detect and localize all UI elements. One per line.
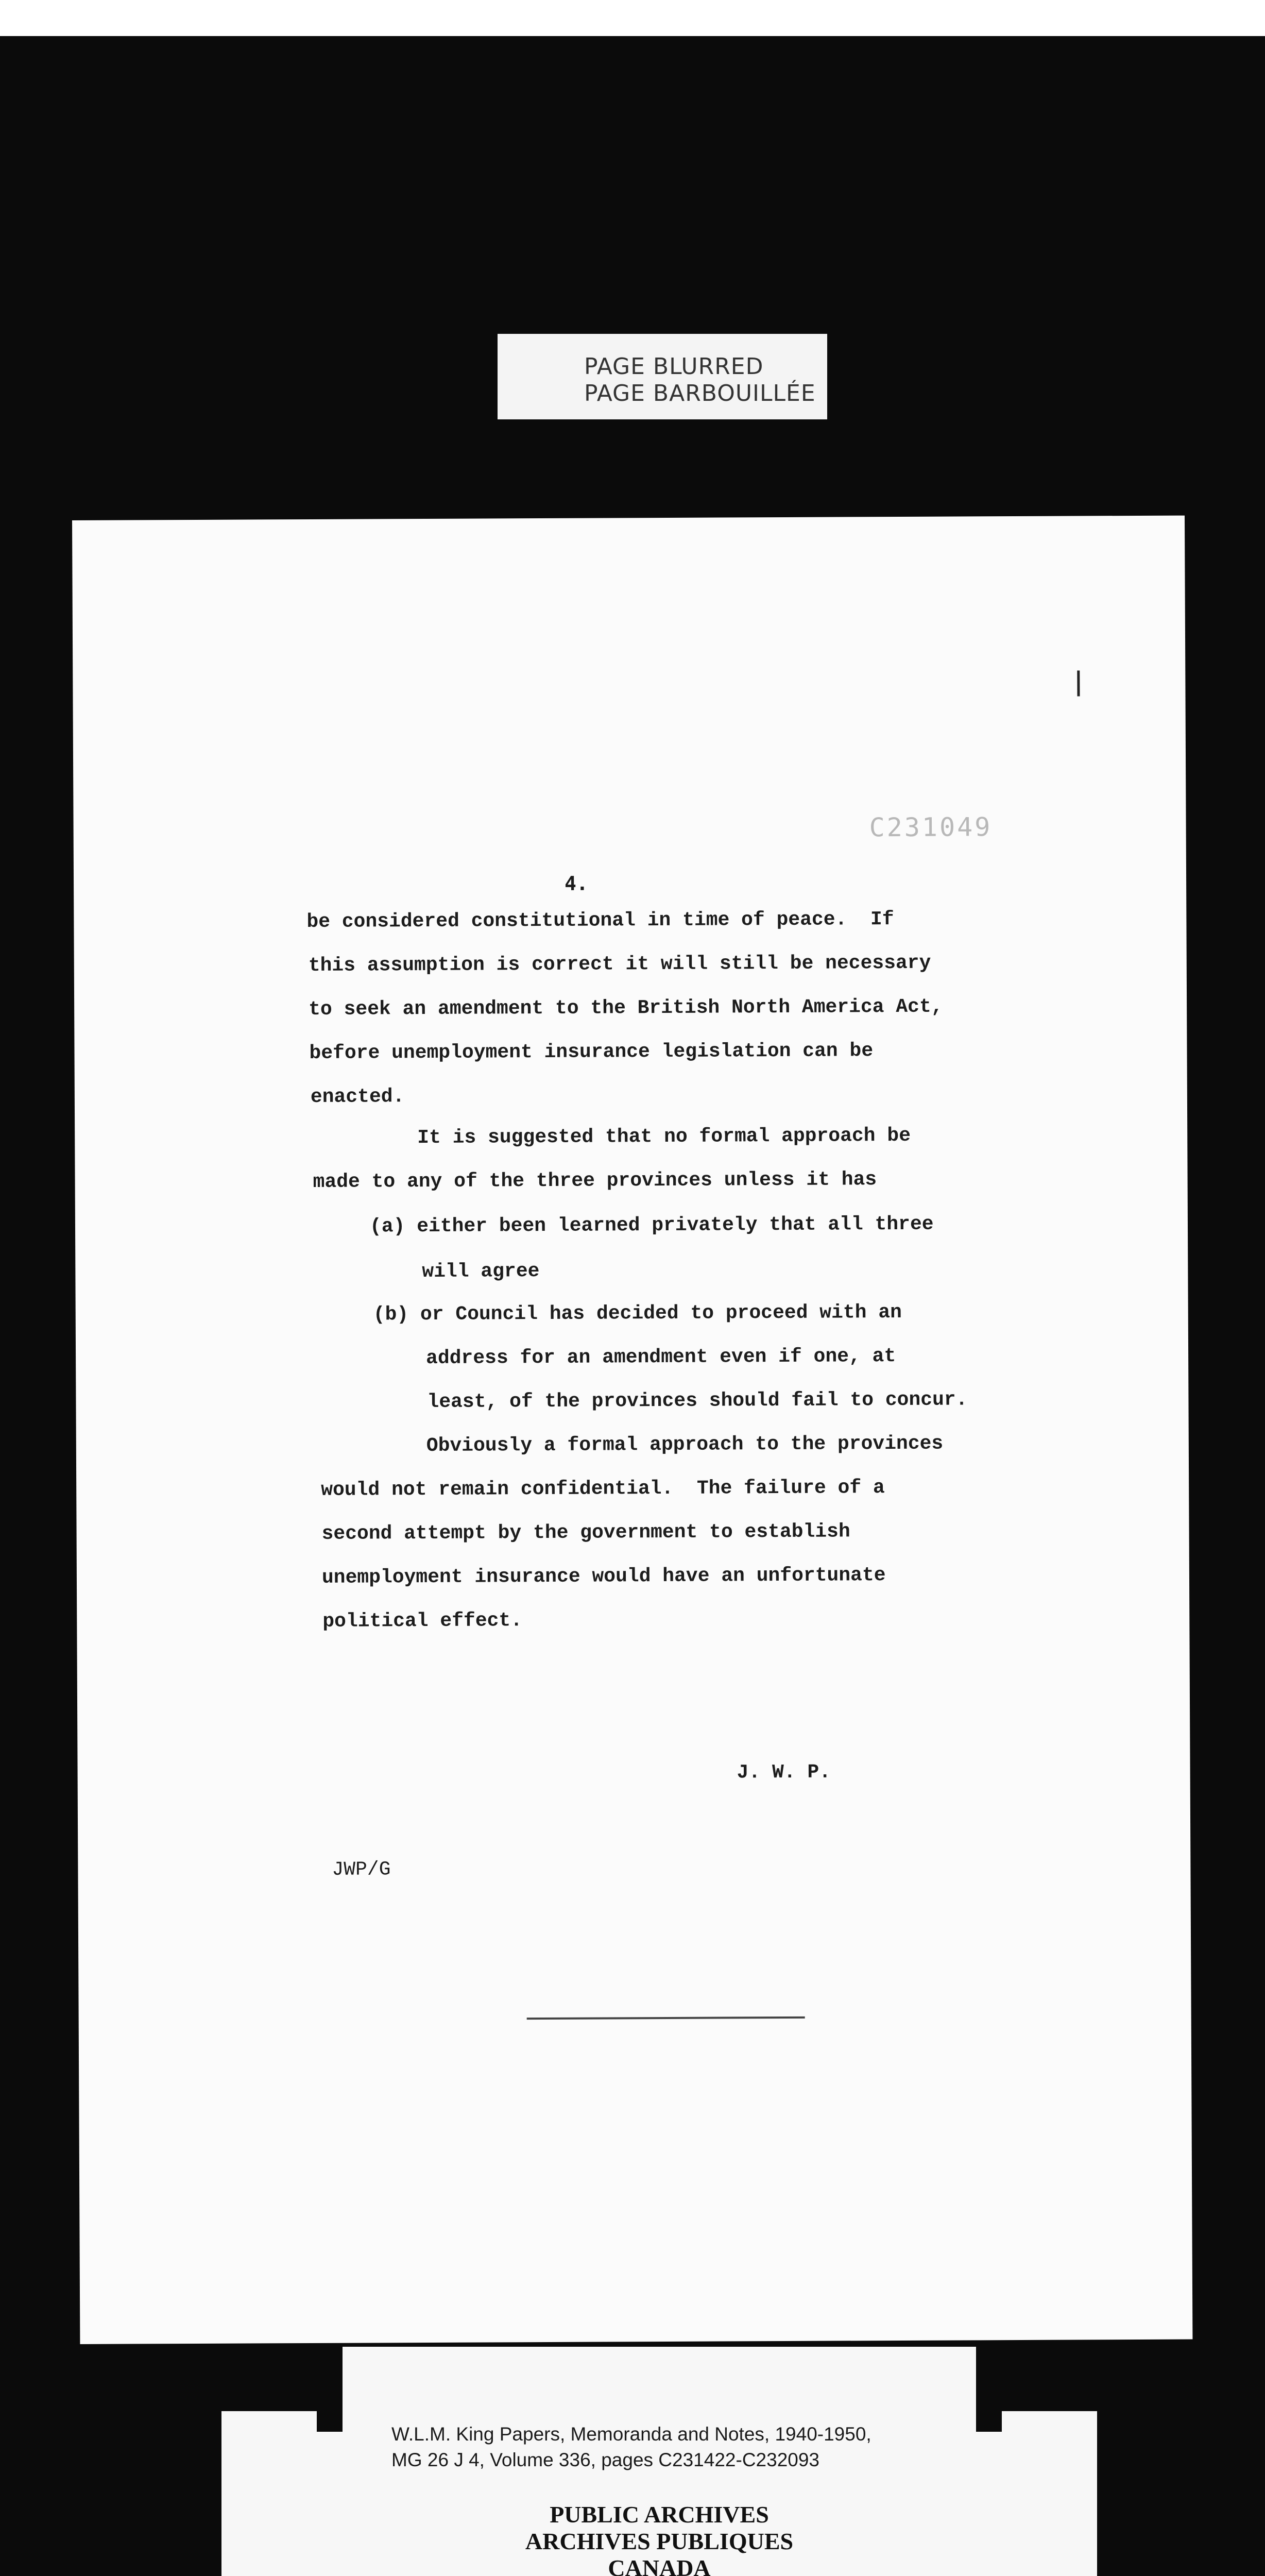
body-line: would not remain confidential. The failure of a	[321, 1477, 885, 1501]
body-line: unemployment insurance would have an unfortunate	[321, 1564, 886, 1589]
citation-line-2: MG 26 J 4, Volume 336, pages C231422-C232093	[391, 2449, 820, 2470]
typist-reference: JWP/G	[332, 1858, 391, 1881]
body-line: Obviously a formal approach to the provinces	[426, 1432, 944, 1458]
archive-name-en: PUBLIC ARCHIVES	[550, 2501, 769, 2528]
archive-country: CANADA	[608, 2555, 711, 2576]
edge-mark	[1077, 670, 1080, 696]
list-item-a: (a) either been learned privately that all three	[369, 1213, 934, 1238]
archive-name-fr: ARCHIVES PUBLIQUES	[525, 2528, 794, 2554]
film-tab-right-inner	[976, 2347, 1002, 2432]
body-line: political effect.	[322, 1609, 523, 1633]
signature-initials: J. W. P.	[737, 1761, 831, 1784]
list-item-b: (b) or Council has decided to proceed with an	[373, 1301, 902, 1326]
body-line: before unemployment insurance legislation can be	[309, 1040, 874, 1065]
film-top-strip	[0, 0, 1265, 36]
body-line: address for an amendment even if one, at	[426, 1345, 896, 1370]
blurred-label-en: PAGE BLURRED	[584, 353, 764, 380]
body-line: to seek an amendment to the British North America Act,	[309, 995, 943, 1021]
body-line: made to any of the three provinces unless it has	[313, 1168, 877, 1193]
archive-citation	[391, 2421, 1010, 2473]
film-tab-right	[1002, 2347, 1097, 2411]
page-blurred-label	[498, 334, 827, 419]
body-line: least, of the provinces should fail to concur.	[427, 1388, 968, 1414]
page-number: 4.	[564, 872, 588, 895]
citation-line-1: W.L.M. King Papers, Memoranda and Notes, 1940-1950,	[391, 2424, 871, 2445]
blurred-label-fr: PAGE BARBOUILLÉE	[584, 380, 816, 406]
archive-name	[391, 2501, 927, 2576]
body-line: It is suggested that no formal approach be	[417, 1124, 911, 1149]
document-page	[72, 516, 1192, 2344]
film-tab-left-inner	[317, 2347, 343, 2432]
body-line: will agree	[422, 1260, 540, 1283]
rule-line	[527, 2016, 805, 2020]
film-tab-left	[221, 2347, 317, 2411]
body-line: second attempt by the government to establish	[321, 1520, 850, 1545]
body-line: be considered constitutional in time of peace. If	[306, 908, 894, 934]
body-line: enacted.	[310, 1086, 405, 1108]
body-line: this assumption is correct it will still be necessary	[308, 952, 931, 977]
archive-stamp-number: C231049	[869, 812, 993, 843]
